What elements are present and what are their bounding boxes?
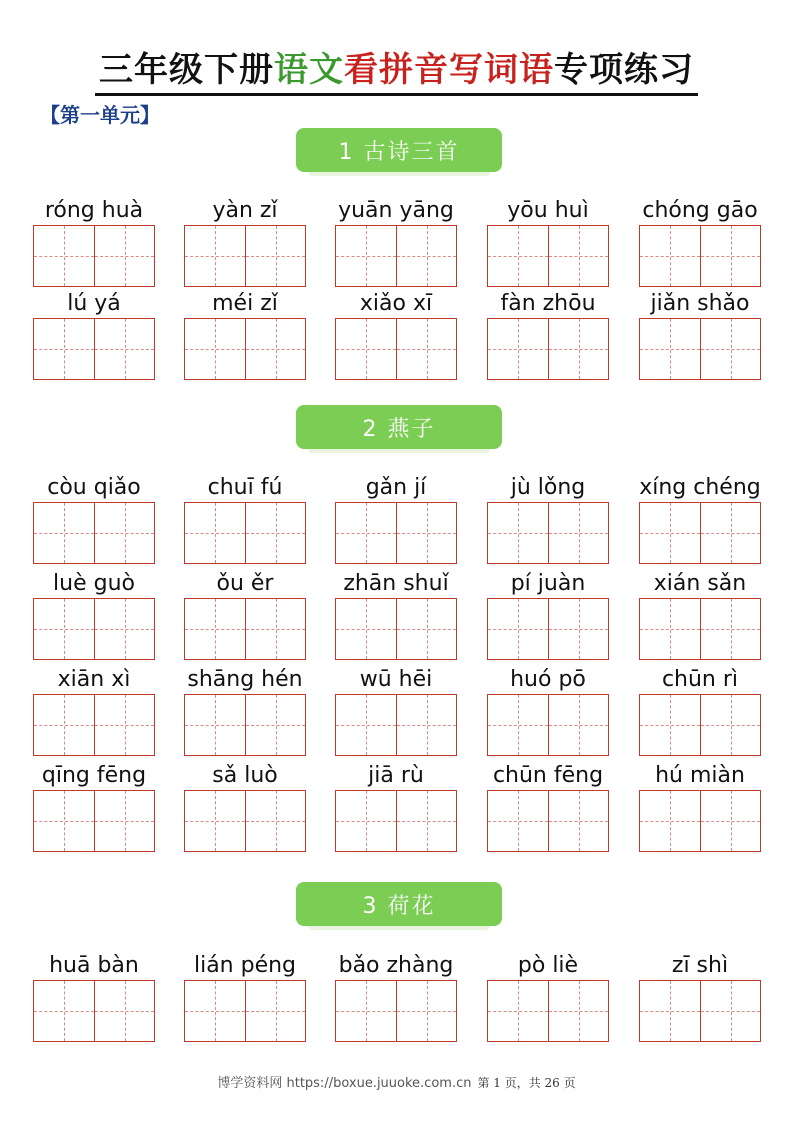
word-item [33,760,155,792]
writing-grid [33,694,155,756]
writing-cell[interactable] [640,695,700,755]
page-title [0,42,793,96]
pinyin-label: yuān yāng [338,198,454,223]
pinyin-label: huā bàn [49,953,139,978]
word-row [0,760,793,856]
writing-cell[interactable] [640,599,700,659]
word-item [33,664,155,696]
pinyin-label: luè guò [53,571,135,596]
writing-cell[interactable] [488,599,548,659]
word-row [0,472,793,568]
writing-cell[interactable] [245,695,305,755]
writing-grid [33,318,155,380]
writing-grid [33,790,155,852]
writing-cell[interactable] [336,981,396,1041]
word-item [184,760,306,792]
writing-cell[interactable] [548,319,608,379]
writing-cell[interactable] [548,226,608,286]
word-item [184,288,306,320]
pinyin-label: gǎn jí [365,475,427,500]
writing-grid [639,694,761,756]
writing-cell[interactable] [94,503,154,563]
pinyin-label: yàn zǐ [212,198,278,223]
word-row [0,568,793,664]
pinyin-label: pí juàn [510,571,586,596]
pinyin-label: yōu huì [507,198,589,223]
writing-grid [487,598,609,660]
writing-grid [184,694,306,756]
writing-grid [184,598,306,660]
writing-grid [335,598,457,660]
pinyin-label: xiǎo xī [359,291,433,316]
writing-cell[interactable] [185,503,245,563]
pinyin-label: chuī fú [207,475,283,500]
pinyin-label: qīng fēng [41,763,147,788]
lesson-title-2: 2 燕子 [296,405,502,449]
writing-cell[interactable] [185,226,245,286]
pinyin-label: méi zǐ [212,291,278,316]
writing-grid [33,598,155,660]
writing-cell[interactable] [94,226,154,286]
pinyin-label: shāng hén [187,667,303,692]
writing-grid [639,598,761,660]
writing-grid [639,502,761,564]
writing-cell[interactable] [336,695,396,755]
title-part-grade: 三年级下册 [99,50,274,90]
pinyin-label: jù lǒng [510,475,586,500]
word-item [639,760,761,792]
writing-grid [184,318,306,380]
writing-cell[interactable] [245,503,305,563]
writing-grid [639,225,761,287]
writing-cell[interactable] [94,319,154,379]
writing-cell[interactable] [34,599,94,659]
word-item [639,568,761,600]
word-item [33,195,155,227]
writing-cell[interactable] [336,599,396,659]
word-item [184,195,306,227]
pinyin-label: zhān shuǐ [343,571,449,596]
writing-grid [335,502,457,564]
writing-grid [335,980,457,1042]
word-item [487,760,609,792]
writing-cell[interactable] [396,319,456,379]
writing-grid [487,790,609,852]
writing-cell[interactable] [185,981,245,1041]
title-part-practice: 专项练习 [554,50,694,90]
writing-cell[interactable] [548,695,608,755]
writing-grid [184,225,306,287]
footer-site: 博学资料网 https://boxue.juuoke.com.cn [217,1076,472,1091]
writing-cell[interactable] [548,981,608,1041]
word-item [639,288,761,320]
pinyin-label: chūn rì [661,667,739,692]
writing-cell[interactable] [185,319,245,379]
writing-cell[interactable] [396,695,456,755]
word-item [335,288,457,320]
title-part-task: 看拼音写词语 [344,50,554,90]
word-item [487,195,609,227]
writing-cell[interactable] [640,503,700,563]
lesson-title-1: 1 古诗三首 [296,128,502,172]
pinyin-label: lián péng [193,953,297,978]
writing-cell[interactable] [245,226,305,286]
writing-cell[interactable] [548,599,608,659]
writing-cell[interactable] [34,791,94,851]
writing-cell[interactable] [396,981,456,1041]
pinyin-label: còu qiǎo [47,475,141,500]
pinyin-label: xián sǎn [653,571,747,596]
word-item [639,195,761,227]
writing-cell[interactable] [94,791,154,851]
word-item [487,472,609,504]
writing-cell[interactable] [640,319,700,379]
unit-heading: 【第一单元】 [40,103,160,127]
word-item [487,950,609,982]
word-item [487,664,609,696]
word-item [639,950,761,982]
lesson-title-3: 3 荷花 [296,882,502,926]
writing-cell[interactable] [640,791,700,851]
writing-cell[interactable] [488,226,548,286]
word-item [639,664,761,696]
writing-cell[interactable] [336,791,396,851]
writing-grid [487,225,609,287]
word-item [335,472,457,504]
writing-grid [639,980,761,1042]
writing-grid [639,318,761,380]
writing-cell[interactable] [488,503,548,563]
writing-cell[interactable] [34,319,94,379]
word-item [335,195,457,227]
writing-grid [487,502,609,564]
writing-cell[interactable] [700,226,760,286]
writing-cell[interactable] [640,226,700,286]
pinyin-label: hú miàn [655,763,745,788]
writing-cell[interactable] [548,791,608,851]
writing-cell[interactable] [245,319,305,379]
writing-cell[interactable] [396,503,456,563]
pinyin-label: chūn fēng [492,763,604,788]
word-item [33,568,155,600]
writing-grid [487,980,609,1042]
writing-cell[interactable] [488,981,548,1041]
writing-cell[interactable] [396,226,456,286]
word-row [0,288,793,384]
word-row [0,664,793,760]
pinyin-label: xíng chéng [639,475,761,500]
writing-grid [335,318,457,380]
word-item [33,472,155,504]
word-item [184,472,306,504]
pinyin-label: xiān xì [57,667,131,692]
writing-cell[interactable] [700,503,760,563]
pinyin-label: chóng gāo [642,198,758,223]
writing-cell[interactable] [34,695,94,755]
pinyin-label: lú yá [67,291,121,316]
pinyin-label: zī shì [671,953,729,978]
writing-grid [487,694,609,756]
writing-grid [184,502,306,564]
writing-cell[interactable] [245,791,305,851]
writing-cell[interactable] [396,599,456,659]
word-item [33,950,155,982]
word-item [184,950,306,982]
writing-cell[interactable] [336,503,396,563]
writing-cell[interactable] [700,599,760,659]
writing-cell[interactable] [185,695,245,755]
writing-cell[interactable] [488,695,548,755]
writing-grid [335,790,457,852]
writing-cell[interactable] [185,791,245,851]
word-item [335,950,457,982]
writing-cell[interactable] [34,981,94,1041]
writing-cell[interactable] [34,226,94,286]
pinyin-label: huó pō [510,667,586,692]
pinyin-label: sǎ luò [212,763,278,788]
writing-grid [184,790,306,852]
word-item [184,568,306,600]
writing-cell[interactable] [94,599,154,659]
word-row [0,195,793,291]
word-item [487,568,609,600]
writing-grid [335,694,457,756]
writing-cell[interactable] [396,791,456,851]
writing-cell[interactable] [700,981,760,1041]
writing-cell[interactable] [700,319,760,379]
writing-cell[interactable] [245,981,305,1041]
word-row [0,950,793,1046]
pinyin-label: jiǎn shǎo [650,291,750,316]
writing-cell[interactable] [336,226,396,286]
writing-cell[interactable] [336,319,396,379]
footer-page-number: 第 1 页，共 26 页 [477,1076,576,1090]
writing-cell[interactable] [700,695,760,755]
pinyin-label: wū hēi [359,667,433,692]
writing-cell[interactable] [488,319,548,379]
pinyin-label: bǎo zhàng [338,953,454,978]
pinyin-label: róng huà [44,198,144,223]
page-footer [0,1072,793,1091]
writing-cell[interactable] [548,503,608,563]
pinyin-label: jiā rù [368,763,424,788]
word-item [335,568,457,600]
writing-cell[interactable] [640,981,700,1041]
writing-cell[interactable] [34,503,94,563]
word-item [33,288,155,320]
word-item [335,664,457,696]
writing-cell[interactable] [245,599,305,659]
writing-cell[interactable] [185,599,245,659]
pinyin-label: ǒu ěr [216,571,274,596]
pinyin-label: fàn zhōu [500,291,596,316]
writing-grid [33,980,155,1042]
title-part-subject: 语文 [274,50,344,90]
pinyin-label: pò liè [517,953,579,978]
writing-grid [184,980,306,1042]
writing-grid [639,790,761,852]
writing-grid [487,318,609,380]
word-item [487,288,609,320]
writing-cell[interactable] [94,695,154,755]
writing-grid [335,225,457,287]
word-item [184,664,306,696]
word-item [335,760,457,792]
writing-cell[interactable] [700,791,760,851]
writing-cell[interactable] [488,791,548,851]
writing-cell[interactable] [94,981,154,1041]
writing-grid [33,502,155,564]
word-item [639,472,761,504]
writing-grid [33,225,155,287]
